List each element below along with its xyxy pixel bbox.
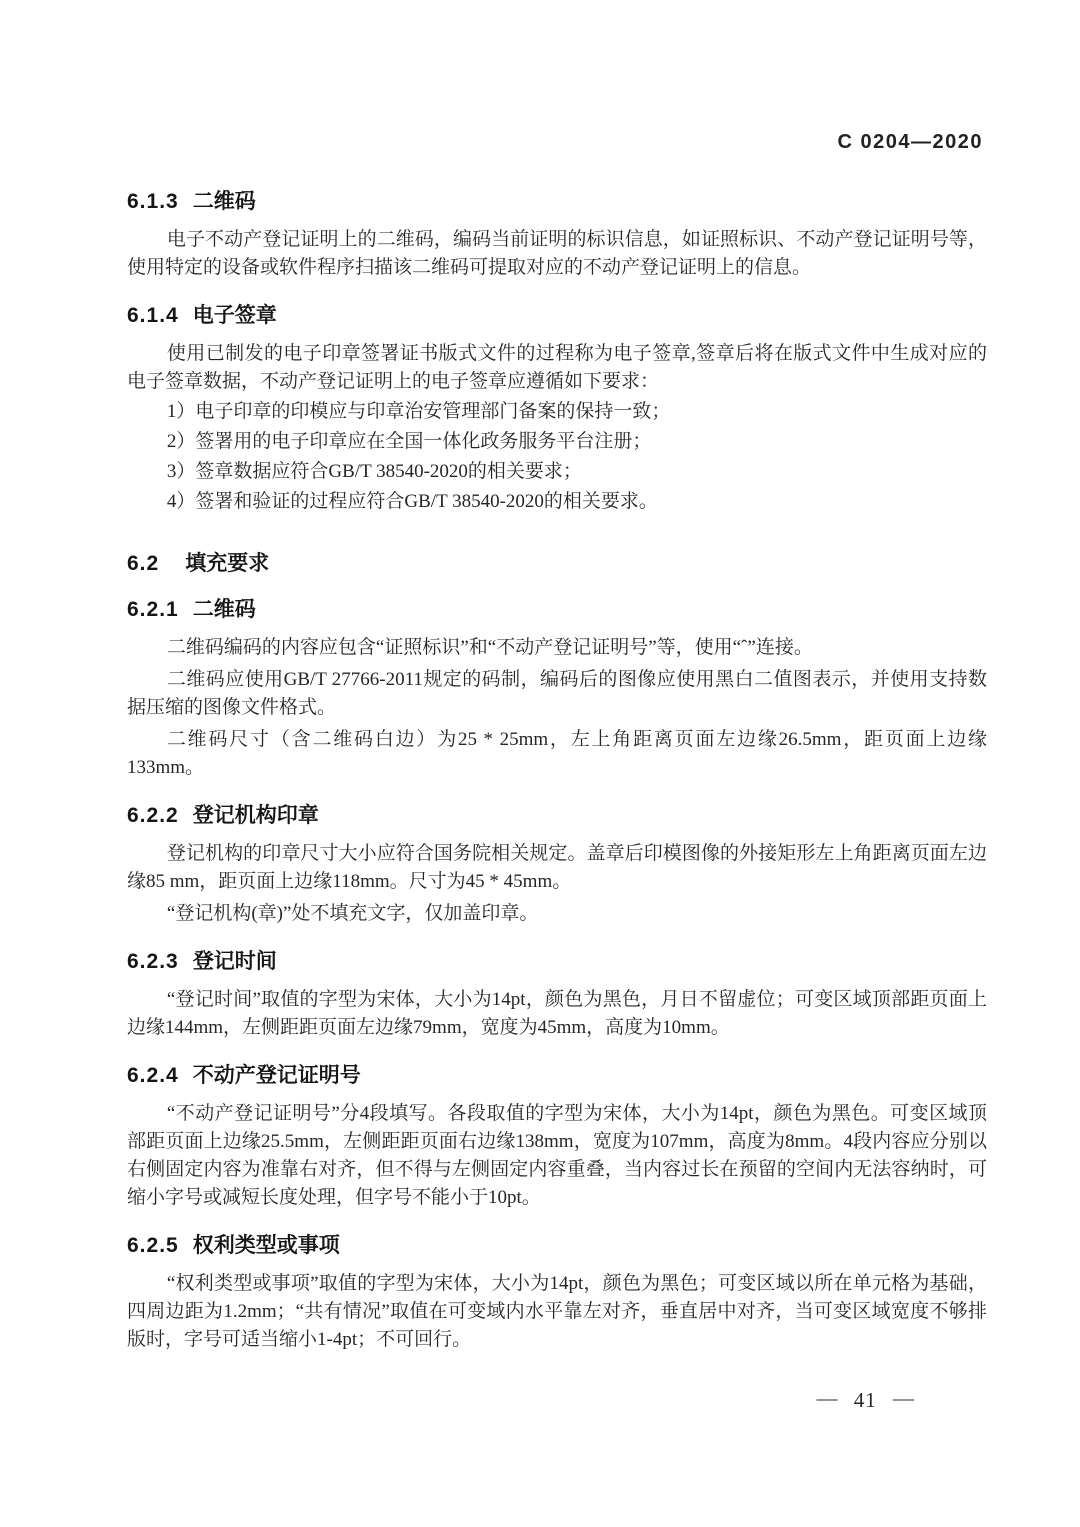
- section-heading: [127, 598, 987, 622]
- section-number: 6.1.4: [127, 304, 179, 327]
- document-code: C 0204—2020: [837, 131, 983, 153]
- paragraph: “不动产登记证明号”分4段填写。各段取值的字型为宋体，大小为14pt，颜色为黑色。可变区域顶部距页面上边缘25.5mm，左侧距距页面右边缘138mm，宽度为107mm，高度为8mm。4段内容应分别以右侧固定内容为准靠右对齐，但不得与左侧固定内容重叠，当内容过长在预留的空间内无法容纳时，可缩小字号或减短长度处理，但字号不能小于10pt。: [127, 1103, 987, 1208]
- list-item: 1）电子印章的印模应与印章治安管理部门备案的保持一致；: [166, 401, 671, 422]
- paragraph: “权利类型或事项”取值的字型为宋体，大小为14pt，颜色为黑色；可变区域以所在单元格为基础，四周边距为1.2mm；“共有情况”取值在可变域内水平靠左对齐，垂直居中对齐，当可变区域宽度不够排版时，字号可适当缩小1-4pt；不可回行。: [127, 1273, 987, 1350]
- paragraph: “登记时间”取值的字型为宋体，大小为14pt，颜色为黑色，月日不留虚位；可变区域顶部距页面上边缘144mm，左侧距距页面左边缘79mm，宽度为45mm，高度为10mm。: [127, 989, 987, 1038]
- section-title: 二维码: [192, 190, 256, 213]
- paragraph: 登记机构的印章尺寸大小应符合国务院相关规定。盖章后印模图像的外接矩形左上角距离页面左边缘85 mm，距页面上边缘118mm。尺寸为45 * 45mm。: [127, 843, 987, 892]
- list-item: 2）签署用的电子印章应在全国一体化政务服务平台注册；: [166, 431, 652, 452]
- section-title: 登记时间: [192, 950, 277, 973]
- section-heading: [127, 304, 987, 328]
- list-item: 4）签署和验证的过程应符合GB/T 38540-2020的相关要求。: [166, 491, 658, 512]
- section-heading: [127, 190, 987, 214]
- paragraph: 二维码应使用GB/T 27766-2011规定的码制，编码后的图像应使用黑白二值图表示，并使用支持数据压缩的图像文件格式。: [127, 669, 987, 718]
- section-title: 权利类型或事项: [192, 1234, 340, 1257]
- section-heading: [127, 1234, 987, 1258]
- list-item: 3）签章数据应符合GB/T 38540-2020的相关要求；: [166, 461, 582, 482]
- section-title: 登记机构印章: [192, 804, 319, 827]
- section-number: 6.2.4: [127, 1064, 179, 1087]
- section-heading: [127, 1064, 987, 1088]
- section-heading: [127, 552, 987, 576]
- section-number: 6.2.3: [127, 950, 179, 973]
- section-title: 二维码: [192, 598, 256, 621]
- page-footer: [806, 1388, 926, 1413]
- paragraph: 二维码尺寸（含二维码白边）为25 * 25mm，左上角距离页面左边缘26.5mm，距页面上边缘133mm。: [127, 729, 987, 778]
- section-number: 6.2.5: [127, 1234, 179, 1257]
- footer-dash-right: —: [893, 1386, 914, 1410]
- paragraph: 电子不动产登记证明上的二维码，编码当前证明的标识信息，如证照标识、不动产登记证明号等，使用特定的设备或软件程序扫描该二维码可提取对应的不动产登记证明上的信息。: [127, 229, 987, 278]
- document-content: [127, 168, 987, 1354]
- section-number: 6.2: [127, 552, 160, 575]
- section-title: 电子签章: [192, 304, 277, 327]
- page-number: 41: [853, 1388, 877, 1412]
- paragraph: “登记机构(章)”处不填充文字，仅加盖印章。: [166, 903, 539, 924]
- section-heading: [127, 804, 987, 828]
- section-title: 不动产登记证明号: [192, 1064, 361, 1087]
- section-heading: [127, 950, 987, 974]
- section-title: 填充要求: [185, 552, 270, 575]
- footer-dash-left: —: [816, 1386, 838, 1410]
- paragraph: 使用已制发的电子印章签署证书版式文件的过程称为电子签章,签章后将在版式文件中生成对应的电子签章数据，不动产登记证明上的电子签章应遵循如下要求：: [127, 343, 987, 392]
- paragraph: 二维码编码的内容应包含“证照标识”和“不动产登记证明号”等，使用“ˆ”连接。: [166, 637, 813, 658]
- section-number: 6.2.2: [127, 804, 179, 827]
- section-number: 6.2.1: [127, 598, 179, 621]
- section-number: 6.1.3: [127, 190, 179, 213]
